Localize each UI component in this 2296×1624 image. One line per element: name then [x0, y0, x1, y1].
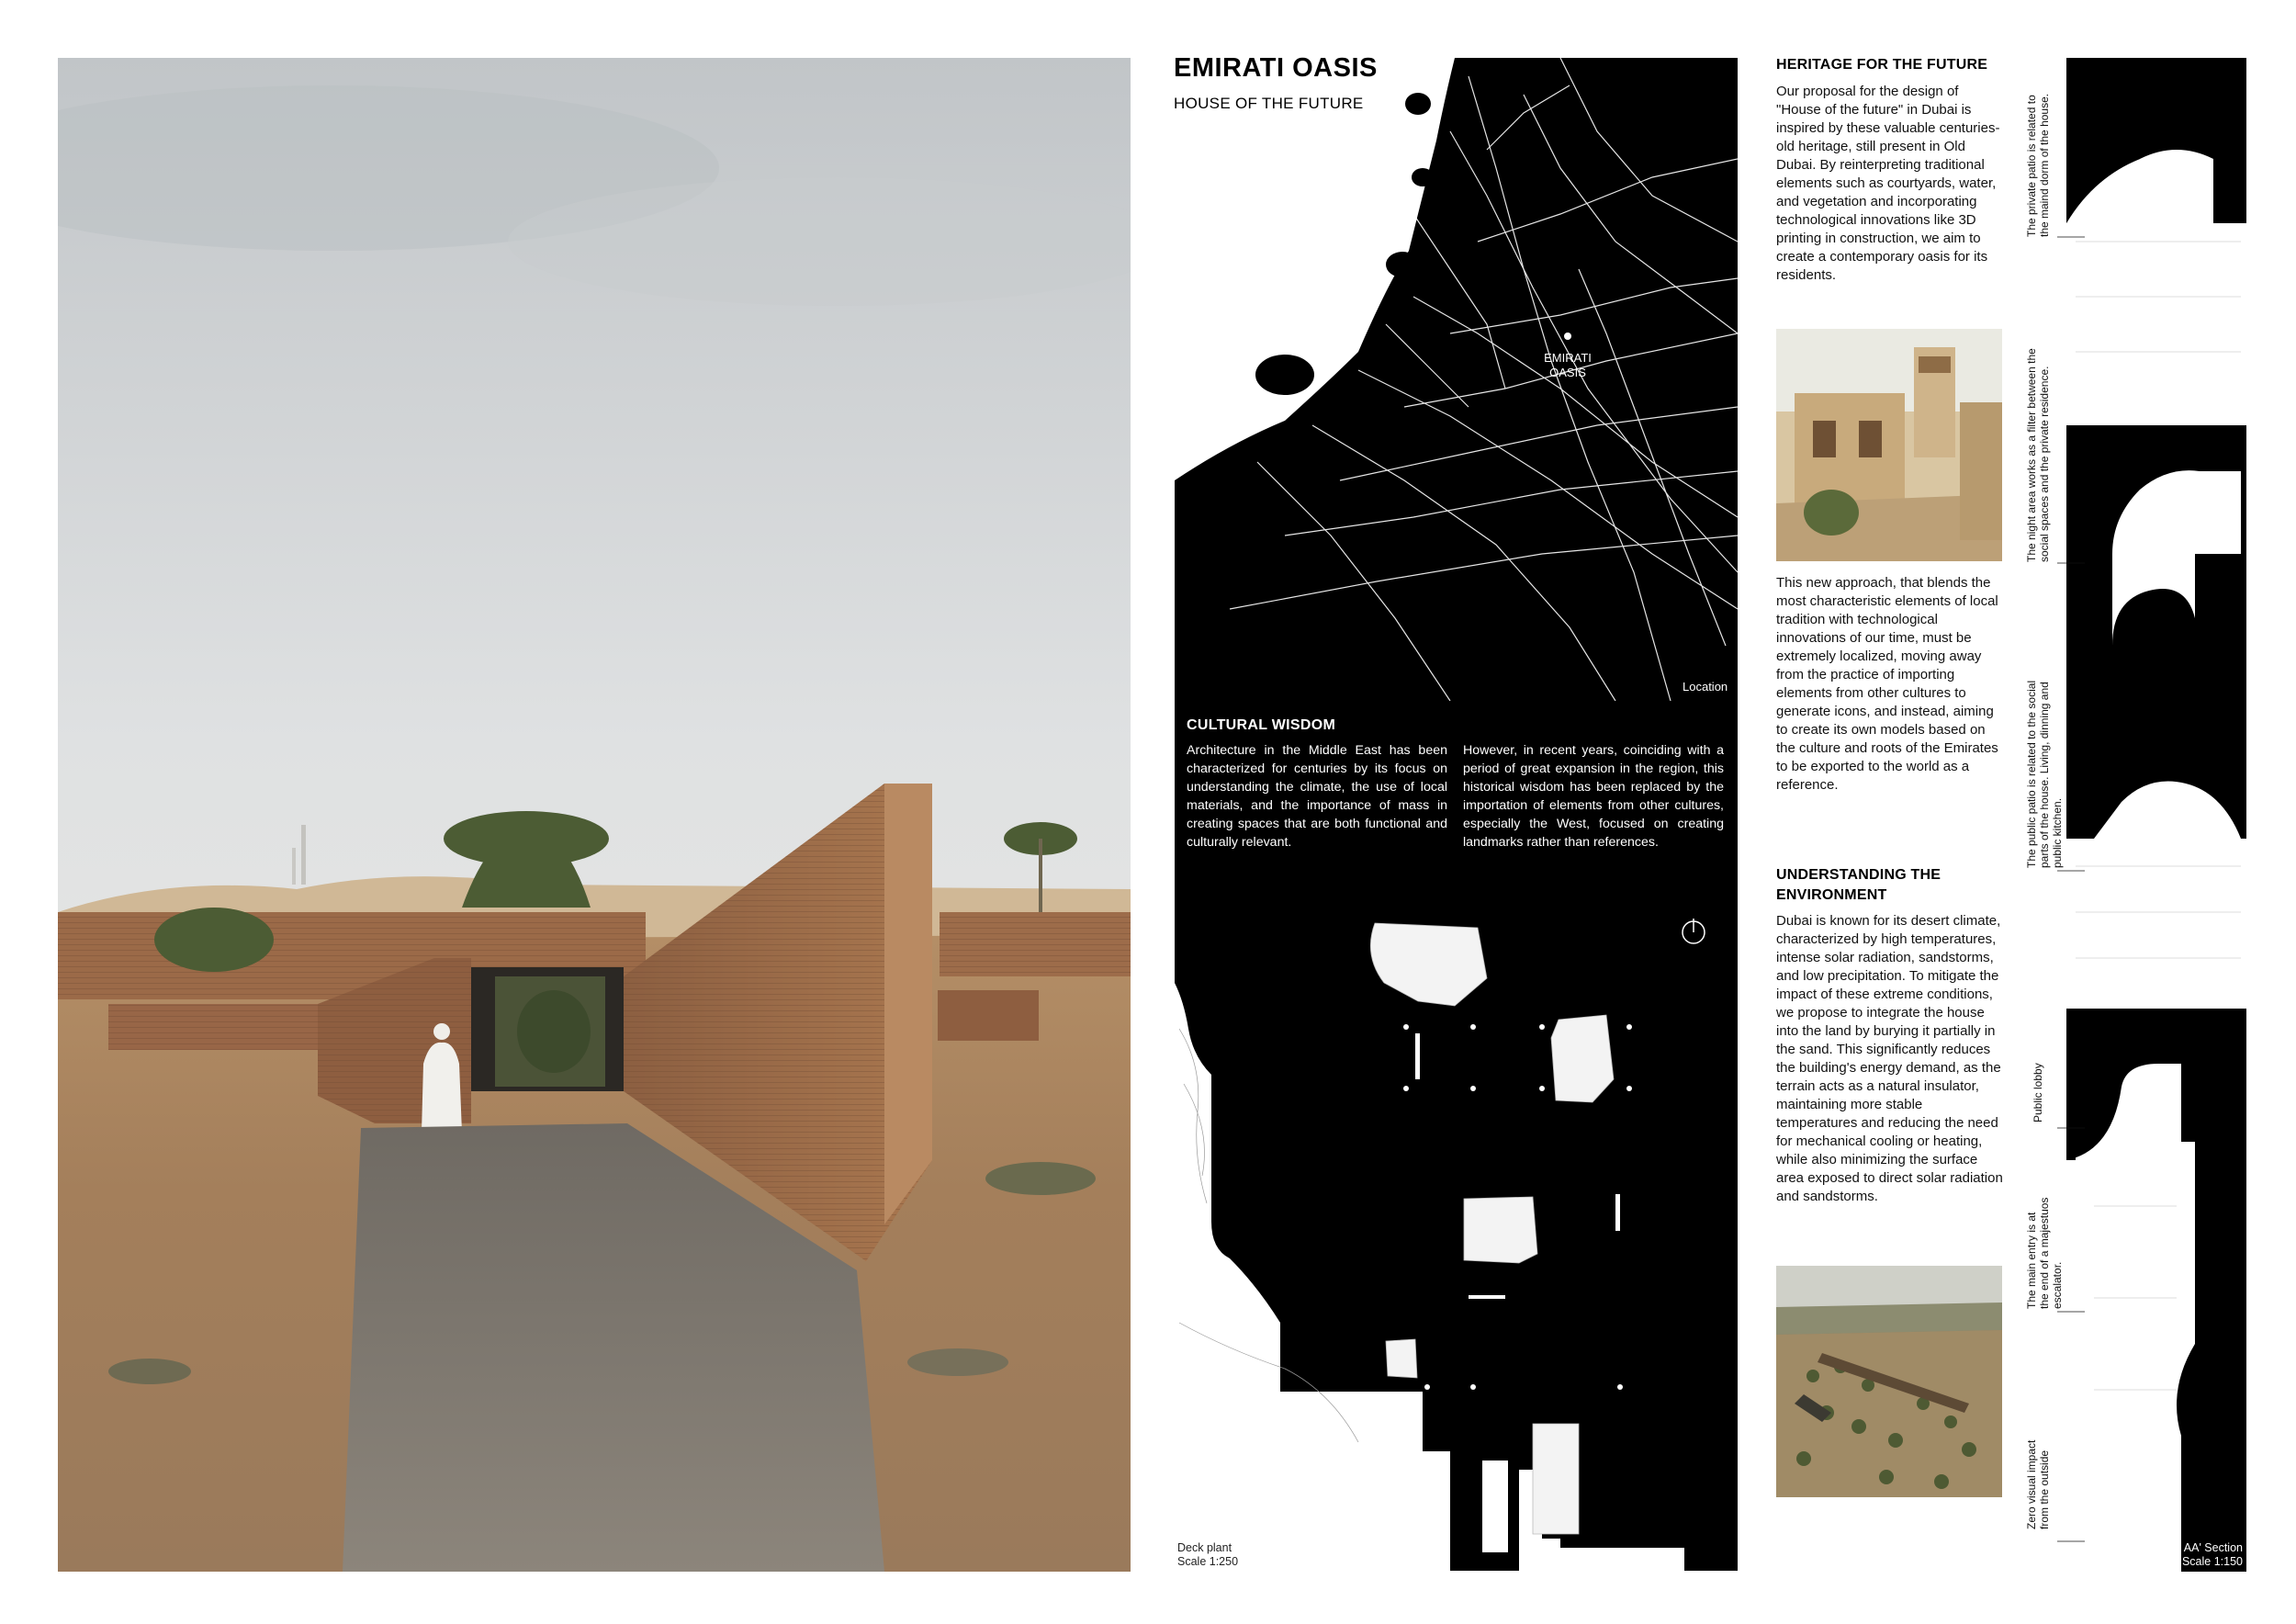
architectural-render: [58, 58, 1131, 1572]
location-map: [1175, 58, 1738, 701]
section-caption-scale: Scale 1:150: [2181, 1555, 2243, 1568]
section-caption-title: AA' Section: [2183, 1541, 2243, 1554]
deck-plan-drawing: [1175, 891, 1738, 1571]
aerial-site-photo: [1776, 1266, 2002, 1497]
plan-caption: [1177, 1541, 1238, 1569]
location-marker: [1564, 333, 1571, 340]
environment-text: Dubai is known for its desert climate, characterized by high temperatures, intense solar radiation, sandstorms, and low precipitation. To mitigate the impact of these extreme conditions, we propose to integrate the house into the land by burying it partially in the sand. This significantly reduces the building's energy demand, as the terrain acts as a natural insulator, maintaining more stable temperatures and reducing the need for mechanical cooling or heating, while also minimizing the surface area exposed to direct solar radiation and sandstorms.: [1776, 913, 2003, 1204]
title-block: [1174, 53, 1378, 113]
page-subtitle: HOUSE OF THE FUTURE: [1174, 95, 1364, 112]
old-dubai-photo: [1776, 329, 2002, 561]
cultural-wisdom-col-1: Architecture in the Middle East has been characterized for centuries by its focus on understanding the climate, the use of local materials, and the importance of mass in creating spaces that are both functional and culturally relevant.: [1187, 743, 1447, 850]
environment-heading: [1776, 865, 1941, 906]
cultural-wisdom-col-2: However, in recent years, coinciding with a period of great expansion in the region, this historical wisdom has been replaced by the importation of elements from other cultures, especially the West, focused on creating landmarks rather than references.: [1463, 743, 1724, 850]
section-label-zero-visual: Zero visual impact from the outside: [2025, 1439, 2051, 1529]
aa-section-drawing: [2057, 58, 2246, 1572]
plan-caption-title: Deck plant: [1177, 1541, 1232, 1554]
render-illustration: [58, 58, 1131, 1572]
plan-caption-scale: Scale 1:250: [1177, 1555, 1239, 1568]
page-title: EMIRATI OASIS: [1174, 53, 1378, 83]
heritage-heading: HERITAGE FOR THE FUTURE: [1776, 57, 1988, 73]
heritage-text-2: This new approach, that blends the most characteristic elements of local tradition with technological innovations of our time, must be extremely localized, moving away from the practice of importing elements from other cultures to generate icons, and instead, aiming to create its own models based on the culture and roots of the Emirates to be exported to the world as a reference.: [1776, 575, 1998, 793]
environment-heading-line-1: UNDERSTANDING THE: [1776, 867, 1941, 883]
section-label-night-area: The night area works as a filter between the social spaces and the private residence.: [2025, 348, 2051, 562]
section-caption: [2167, 1541, 2243, 1569]
section-label-public-patio: The public patio is related to the social parts of the house. Living, dinning and public kitchen.: [2025, 680, 2064, 868]
section-label-private-patio: The private patio is related to the maind dorm of the house.: [2025, 93, 2051, 237]
map-marker-label-1: EMIRATI: [1544, 351, 1592, 365]
heritage-text: Our proposal for the design of "House of the future" in Dubai is inspired by these valuable centuries-old heritage, still present in Old Dubai. By reinterpreting traditional elements such as courtyards, water, and vegetation and incorporating technological innovations like 3D printing in construction, we aim to create a contemporary oasis for its residents.: [1776, 84, 2000, 283]
cultural-wisdom-heading: CULTURAL WISDOM: [1187, 717, 1336, 733]
section-label-public-lobby: Public lobby: [2032, 1063, 2044, 1122]
cultural-wisdom-panel: [1175, 701, 1738, 891]
map-caption: Location: [1683, 680, 1728, 694]
section-label-main-entry: The main entry is at the end of a majestuos escalator.: [2025, 1197, 2064, 1309]
map-marker-label-2: OASIS: [1549, 366, 1586, 379]
environment-heading-line-2: ENVIRONMENT: [1776, 887, 1887, 903]
